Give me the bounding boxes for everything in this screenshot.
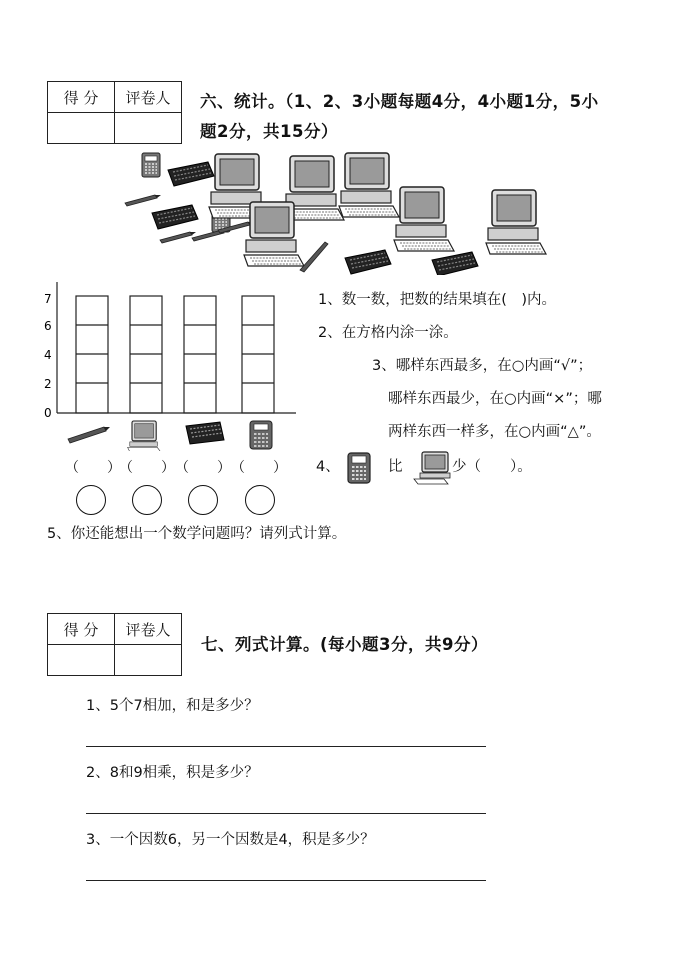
answer-paren-2[interactable]: （ ）: [119, 460, 175, 476]
computer-icon: [412, 450, 452, 486]
calculator-icon: [346, 451, 374, 487]
score-table-6: [47, 81, 182, 144]
items-illustration: [120, 150, 550, 275]
answer-paren-3[interactable]: （ ）: [175, 460, 231, 476]
section6-title-line1: 六、统计。（1、2、3小题每题4分，4小题1分，5小: [200, 92, 599, 111]
s7-question-3: 3、一个因数6，另一个因数是4，积是多少？: [86, 832, 375, 848]
grader-cell[interactable]: [115, 645, 182, 676]
grid-column-2[interactable]: [130, 296, 162, 413]
s6-question-3-line1: 3、哪样东西最多，在○内画“√”；: [372, 358, 593, 374]
section7-title: 七、列式计算。(每小题3分，共9分）: [201, 635, 489, 654]
s6-question-4-bi: 比: [388, 459, 403, 475]
answer-circle-4[interactable]: [245, 485, 275, 515]
s6-question-3-line2: 哪样东西最少，在○内画“×”；哪: [388, 391, 602, 407]
s6-question-4-number: 4、: [316, 459, 340, 475]
keyboard-icon: [186, 422, 224, 444]
answer-paren-4[interactable]: （ ）: [231, 460, 287, 476]
s7-question-2: 2、8和9相乘，积是多少？: [86, 765, 259, 781]
s6-question-4-shao: 少（ ）。: [452, 459, 532, 475]
y-tick: 0: [44, 406, 52, 418]
s6-question-5: 5、你还能想出一个数学问题吗？请列式计算。: [47, 526, 347, 542]
answer-paren-1[interactable]: （ ）: [65, 460, 121, 476]
y-tick: 4: [44, 348, 52, 362]
s7-question-1: 1、5个7相加，和是多少？: [86, 698, 259, 714]
grader-cell[interactable]: [115, 113, 182, 144]
answer-line-2[interactable]: [86, 813, 486, 814]
answer-line-1[interactable]: [86, 746, 486, 747]
grader-label: 评卷人: [115, 614, 182, 645]
section6-title-line2: 题2分，共15分）: [200, 122, 338, 141]
answer-circle-2[interactable]: [132, 485, 162, 515]
s6-question-1: 1、数一数，把数的结果填在( )内。: [318, 292, 557, 308]
category-icons: [66, 419, 286, 451]
score-label: 得 分: [48, 82, 115, 113]
s6-question-3-line3: 两样东西一样多，在○内画“△”。: [388, 424, 601, 440]
grid-column-3[interactable]: [184, 296, 216, 413]
computer-icon: [128, 421, 161, 451]
answer-circle-1[interactable]: [76, 485, 106, 515]
score-cell[interactable]: [48, 645, 115, 676]
pencil-icon: [68, 427, 110, 443]
section6-title: [200, 87, 650, 147]
calculator-icon: [250, 421, 272, 449]
grader-label: 评卷人: [115, 82, 182, 113]
score-table-7: [47, 613, 182, 676]
score-label: 得 分: [48, 614, 115, 645]
answer-circle-3[interactable]: [188, 485, 218, 515]
y-tick: 7: [44, 292, 52, 306]
score-cell[interactable]: [48, 113, 115, 144]
y-tick: 6: [44, 319, 52, 333]
statistics-grid: [40, 282, 300, 418]
answer-line-3[interactable]: [86, 880, 486, 881]
grid-column-1[interactable]: [76, 296, 108, 413]
s6-question-2: 2、在方格内涂一涂。: [318, 325, 458, 341]
y-tick: 2: [44, 377, 52, 391]
grid-column-4[interactable]: [242, 296, 274, 413]
